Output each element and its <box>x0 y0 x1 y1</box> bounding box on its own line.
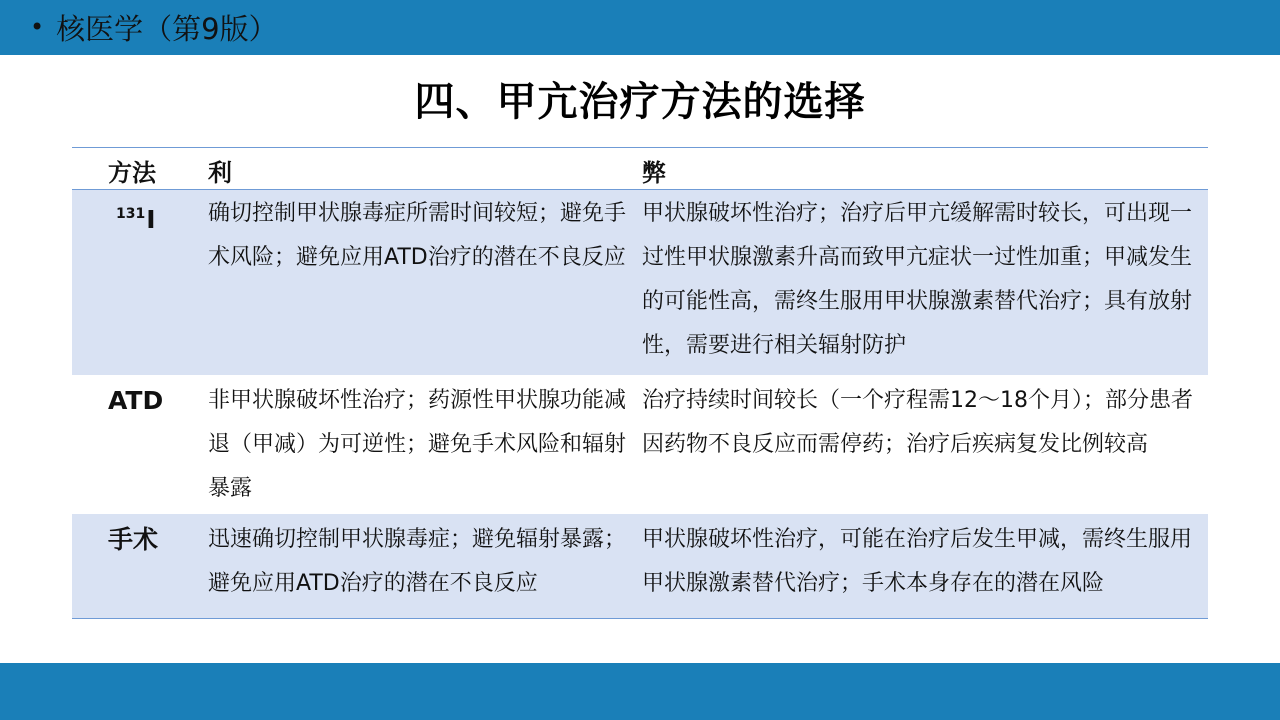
column-header-pros: 利 <box>208 159 232 187</box>
page-title: 四、甲亢治疗方法的选择 <box>414 79 866 125</box>
book-title-text: 核医学（第9版） <box>56 11 278 46</box>
method-cell <box>72 192 208 375</box>
pros-cell: 非甲状腺破坏性治疗；药源性甲状腺功能减退（甲减）为可逆性；避免手术风险和辐射暴露 <box>208 388 627 501</box>
cons-cell: 甲状腺破坏性治疗；治疗后甲亢缓解需时较长，可出现一过性甲状腺激素升高而致甲亢症状一过性加重；甲减发生的可能性高，需终生服用甲状腺激素替代治疗；具有放射性，需要进行相关辐射防护 <box>642 201 1193 358</box>
cons-cell: 治疗持续时间较长（一个疗程需12～18个月）；部分患者因药物不良反应而需停药；治疗后疾病复发比例较高 <box>642 388 1193 457</box>
comparison-table <box>72 147 1208 619</box>
method-cell: 手术 <box>108 525 159 554</box>
table-row <box>72 190 1208 375</box>
table-row <box>72 375 1208 514</box>
isotope-mass-number: 131 <box>116 206 146 222</box>
column-header-cons: 弊 <box>642 159 666 187</box>
cons-cell: 甲状腺破坏性治疗，可能在治疗后发生甲减，需终生服用甲状腺激素替代治疗；手术本身存在的潜在风险 <box>642 527 1193 596</box>
pros-cell: 迅速确切控制甲状腺毒症；避免辐射暴露；避免应用ATD治疗的潜在不良反应 <box>208 527 627 596</box>
book-title <box>30 4 278 50</box>
method-cell: ATD <box>108 386 164 415</box>
table-header-row <box>72 148 1208 190</box>
bullet-icon: • <box>30 13 45 41</box>
table-row <box>72 514 1208 618</box>
column-header-method: 方法 <box>108 159 156 187</box>
top-banner <box>0 0 1280 55</box>
pros-cell: 确切控制甲状腺毒症所需时间较短；避免手术风险；避免应用ATD治疗的潜在不良反应 <box>208 201 627 270</box>
bottom-banner <box>0 663 1280 720</box>
isotope-symbol: I <box>146 205 156 234</box>
